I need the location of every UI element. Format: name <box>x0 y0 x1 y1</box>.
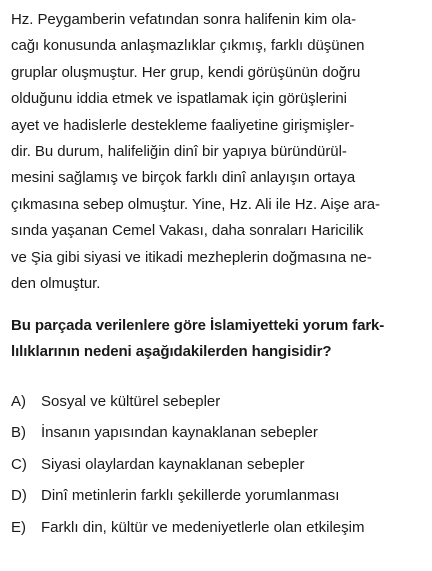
passage-line: mesini sağlamış ve birçok farklı dinî anlayışın ortaya <box>11 169 356 187</box>
option-b[interactable] <box>11 417 423 449</box>
option-letter: B) <box>11 424 26 442</box>
question-line: Bu parçada verilenlere göre İslamiyetteki yorum fark- <box>11 317 385 335</box>
passage-line: den olmuştur. <box>11 274 101 292</box>
option-text: Farklı din, kültür ve medeniyetlerle olan etkileşim <box>41 518 365 536</box>
passage-line: ve Şia gibi siyasi ve itikadi mezheplerin doğmasına ne- <box>11 248 372 266</box>
option-text: İnsanın yapısından kaynaklanan sebepler <box>41 424 318 442</box>
reading-passage <box>11 7 423 297</box>
option-text: Dinî metinlerin farklı şekillerde yorumlanması <box>41 487 340 505</box>
option-letter: A) <box>11 392 26 410</box>
passage-line: ayet ve hadislerle destekleme faaliyetine girişmişler- <box>11 116 355 134</box>
option-letter: E) <box>11 518 26 536</box>
question-page <box>11 0 423 543</box>
option-c[interactable] <box>11 448 423 480</box>
option-text: Siyasi olaylardan kaynaklanan sebepler <box>41 455 305 473</box>
passage-line: sında yaşanan Cemel Vakası, daha sonraları Haricilik <box>11 222 364 240</box>
option-d[interactable] <box>11 480 423 512</box>
passage-line: Hz. Peygamberin vefatından sonra halifenin kim ola- <box>11 11 357 28</box>
passage-line: cağı konusunda anlaşmazlıklar çıkmış, farklı düşünen <box>11 37 365 55</box>
question-stem <box>11 313 423 365</box>
passage-line: çıkmasına sebep olmuştur. Yine, Hz. Ali ile Hz. Aişe ara- <box>11 195 380 213</box>
option-letter: C) <box>11 455 27 473</box>
answer-options <box>11 385 423 543</box>
passage-line: olduğunu iddia etmek ve ispatlamak için görüşlerini <box>11 90 347 108</box>
option-e[interactable] <box>11 511 423 543</box>
option-text: Sosyal ve kültürel sebepler <box>41 392 221 410</box>
option-letter: D) <box>11 487 27 505</box>
question-line: lılıklarının nedeni aşağıdakilerden hangisidir? <box>11 343 332 361</box>
passage-line: gruplar oluşmuştur. Her grup, kendi görüşünün doğru <box>11 63 361 81</box>
passage-line: dir. Bu durum, halifeliğin dinî bir yapıya büründürül- <box>11 142 347 160</box>
option-a[interactable] <box>11 385 423 417</box>
